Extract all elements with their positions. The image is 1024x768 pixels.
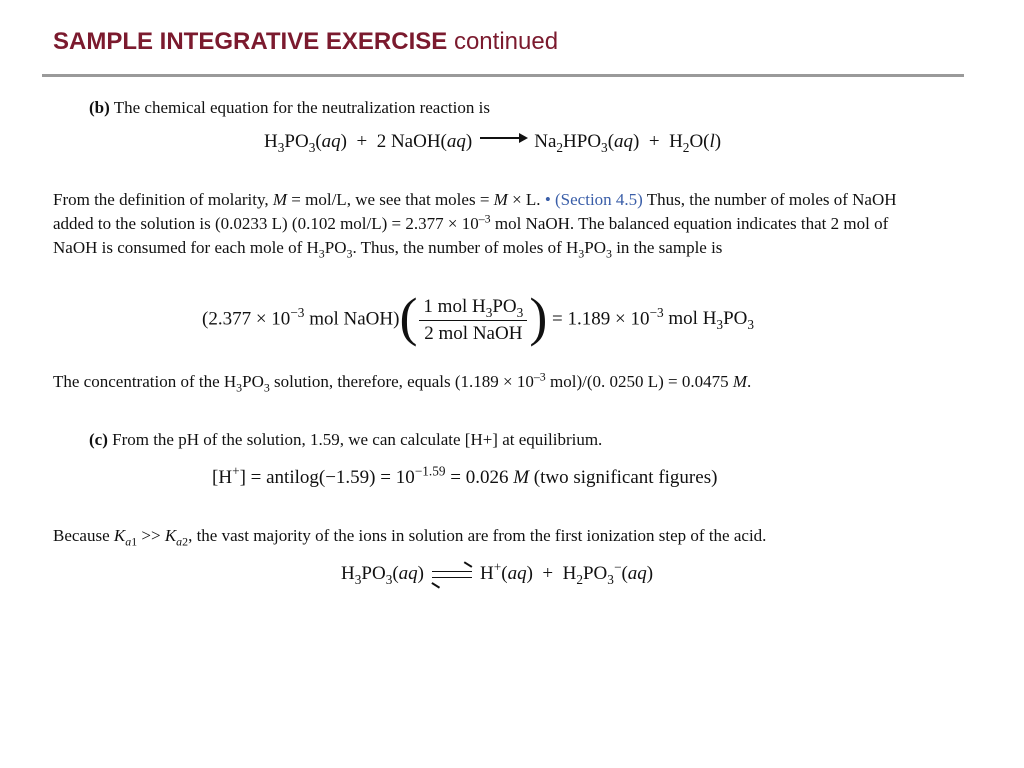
text-run: × L.: [512, 190, 541, 209]
text-run: The concentration of the H: [53, 372, 237, 391]
exponent: −1.59: [414, 463, 446, 479]
molarity-symbol: M: [513, 467, 530, 488]
text-run: ] = antilog(−1.59) = 10: [239, 467, 415, 488]
text-run: mol NaOH. The balanced equation indicates that 2 mol of NaOH is consumed for each mole of H: [53, 214, 889, 257]
exponent: –3: [478, 211, 491, 226]
molarity-symbol: M: [732, 372, 748, 391]
equilibrium-arrows-icon: [432, 568, 472, 582]
text-run: solution, therefore, equals (1.189 × 10: [274, 372, 534, 391]
conversion-fraction: [419, 296, 527, 345]
text-run: .: [747, 372, 752, 391]
text-run: From the definition of molarity,: [53, 190, 269, 209]
exponent: −3: [649, 305, 664, 321]
exponent: +: [232, 463, 240, 479]
fraction-denominator: 2 mol NaOH: [424, 322, 523, 344]
moles-paragraph: From the definition of molarity, M = mol/L, we see that moles = M × L. • (Section 4.5) Thus, the number of moles of NaOH added to the solution is (0.0233 L) (0.102 $mol/L) = 2.377 \times 10^{-3}$ mol NaOH. The balanced equation indicates that 2 mol of NaOH is consumed for each mole of $H_3PO_3$. Thus, the number of moles of $H_3PO_3$ in the sample is: [53, 190, 897, 261]
neutralization-equation: $H_3PO_3(aq) + 2$ NaOH(aq) $Na_2HPO_3(aq) + H_2O(l)$: [264, 131, 722, 155]
slide-title: [53, 28, 558, 56]
section-link[interactable]: • (Section 4.5): [544, 190, 643, 209]
reaction-arrow-icon: [480, 137, 526, 139]
ionization-equation: $H_3PO_3(aq)$ $H^+(aq) + H_2PO_3^-(aq)$: [341, 559, 654, 587]
fraction-numerator: 1 mol $H_3PO_3$: [419, 296, 527, 321]
text-run: PO: [324, 238, 347, 257]
calc-right-unit: mol $H_3PO_3$: [668, 308, 755, 333]
part-b-intro: [89, 96, 490, 120]
text-run: . Thus, the number of moles of H: [352, 238, 579, 257]
text-run: = 0.026: [450, 467, 509, 488]
part-c-intro-text: From the pH of the solution, 1.59, we can calculate [H+] at equilibrium.: [112, 430, 603, 449]
exponent: –3: [533, 369, 546, 384]
title-continued: continued: [453, 28, 559, 55]
title-main: SAMPLE INTEGRATIVE EXERCISE: [53, 28, 448, 55]
part-b-intro-text: The chemical equation for the neutralization reaction is: [113, 98, 490, 117]
part-b-label: (b): [89, 98, 110, 117]
text-run: mol)/(0. 0250 L) = 0.0475: [550, 372, 729, 391]
text-run: , the vast majority of the ions in solution are from the first ionization step of the acid.: [188, 526, 767, 545]
calc-left-unit: mol NaOH): [309, 308, 400, 330]
paren-open: (: [399, 287, 418, 347]
antilog-equation: [212, 463, 718, 489]
ka-paragraph: Because $K_{a1} >> K_{a2}$, the vast majority of the ions in solution are from the first ionization step of the acid.: [53, 526, 767, 549]
title-divider: [42, 74, 964, 77]
part-c-intro: [89, 428, 602, 452]
text-run: = mol/L, we see that moles =: [291, 190, 490, 209]
moles-calculation: [202, 287, 755, 347]
text-run: in the sample is: [616, 238, 723, 257]
calc-left: (2.377 × 10: [202, 308, 291, 330]
calc-right: = 1.189 × 10: [552, 308, 650, 330]
concentration-paragraph: The concentration of the $H_3PO_3$ solution, therefore, equals ($1.189 \times 10^{-3}$ mol)/(0. 0250 L) = 0.0475 M.: [53, 369, 752, 395]
text-run: >>: [141, 526, 161, 545]
text-run: (two significant figures): [533, 467, 718, 488]
text-run: [H: [212, 467, 233, 488]
exponent: −3: [290, 305, 305, 321]
text-run: Thus, the number of moles of NaOH added to the solution is (0.0233 L) (0.102 mol/L) = 2.377 × 10: [53, 190, 897, 233]
paren-close: ): [529, 287, 548, 347]
part-c-label: (c): [89, 430, 108, 449]
text-run: PO: [584, 238, 606, 257]
text-run: Because: [53, 526, 110, 545]
